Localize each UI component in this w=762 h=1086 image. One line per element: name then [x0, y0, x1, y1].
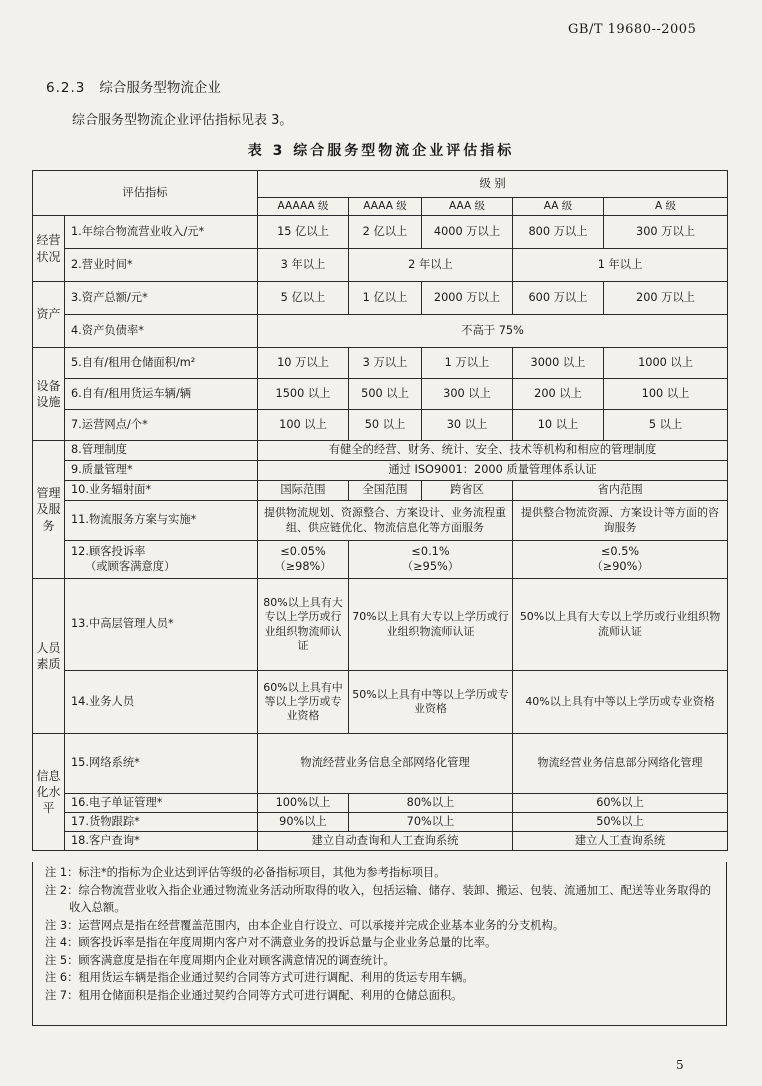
cell: 10 以上: [513, 410, 604, 441]
table-row: [33, 579, 728, 671]
cell: [513, 541, 728, 579]
category-facilities: 设备设施: [33, 348, 65, 441]
grade-a: A 级: [604, 198, 728, 216]
cell: 100%以上: [258, 794, 349, 813]
evaluation-table: [32, 170, 728, 851]
cell: 30 以上: [422, 410, 513, 441]
cell: 有健全的经营、财务、统计、安全、技术等机构和相应的管理制度: [258, 441, 728, 461]
category-operation: 经营状况: [33, 216, 65, 282]
note-4: 注 4：顾客投诉率是指在年度周期内客户对不满意业务的投诉总量与企业业务总量的比率。: [45, 936, 497, 949]
section-number: 6.2.3: [46, 80, 86, 96]
cell: 国际范围: [258, 481, 349, 501]
row-item-label: [65, 541, 258, 579]
note-1: 注 1：标注*的指标为企业达到评估等级的必备指标项目，其他为参考指标项目。: [45, 866, 446, 879]
table-row: [33, 671, 728, 734]
row-item-label: 9.质量管理*: [65, 461, 258, 481]
cell: 50%以上: [513, 813, 728, 832]
page-number: 5: [676, 1058, 684, 1072]
row-item-label: 10.业务辐射面*: [65, 481, 258, 501]
cell: 通过 ISO9001：2000 质量管理体系认证: [258, 461, 728, 481]
cell-line2: （≥95%）: [401, 559, 460, 573]
header-level: 级 别: [258, 171, 728, 198]
row-item-label: 4.资产负债率*: [65, 315, 258, 348]
cell: 10 万以上: [258, 348, 349, 379]
cell: 50%以上具有大专以上学历或行业组织物流师认证: [513, 579, 728, 671]
table-row: [33, 813, 728, 832]
cell-line1: ≤0.05%: [280, 544, 326, 558]
table-row: [33, 734, 728, 794]
cell: 300 以上: [422, 379, 513, 410]
grade-aaa: AAA 级: [422, 198, 513, 216]
table-row: [33, 282, 728, 315]
row-item-label: 3.资产总额/元*: [65, 282, 258, 315]
table-row: [33, 216, 728, 249]
row-item-label: 8.管理制度: [65, 441, 258, 461]
cell: 2000 万以上: [422, 282, 513, 315]
section-heading: [46, 76, 221, 96]
note-2: 注 2：综合物流营业收入指企业通过物流业务活动所取得的收入，包括运输、储存、装卸、搬运、包装、流通加工、配送等业务取得的收入总额。: [45, 883, 712, 914]
cell: 1000 以上: [604, 348, 728, 379]
cell: 跨省区: [422, 481, 513, 501]
note-3: 注 3：运营网点是指在经营覆盖范围内，由本企业自行设立、可以承接并完成企业基本业务的分支机构。: [45, 918, 565, 932]
cell-line1: ≤0.5%: [600, 544, 640, 558]
note-7: 注 7：租用仓储面积是指企业通过契约合同等方式可进行调配、利用的仓储总面积。: [45, 988, 463, 1002]
table-row: [33, 249, 728, 282]
cell: 80%以上具有大专以上学历或行业组织物流师认证: [258, 579, 349, 671]
cell: 300 万以上: [604, 216, 728, 249]
row-item-line2: （或顾客满意度）: [85, 559, 176, 573]
cell: 提供物流规划、资源整合、方案设计、业务流程重组、供应链优化、物流信息化等方面服务: [258, 501, 513, 541]
category-info: 信息化水平: [33, 734, 65, 851]
cell: 100 以上: [604, 379, 728, 410]
cell: 4000 万以上: [422, 216, 513, 249]
row-item-label: 5.自有/租用仓储面积/m²: [65, 348, 258, 379]
row-item-label: 1.年综合物流营业收入/元*: [65, 216, 258, 249]
table-header-row: [33, 171, 728, 198]
row-item-label: 11.物流服务方案与实施*: [65, 501, 258, 541]
grade-aa: AA 级: [513, 198, 604, 216]
cell: 全国范围: [349, 481, 422, 501]
row-item-label: 2.营业时间*: [65, 249, 258, 282]
table-row: [33, 348, 728, 379]
table-row: [33, 832, 728, 851]
row-item-label: 16.电子单证管理*: [65, 794, 258, 813]
cell: 50%以上具有中等以上学历或专业资格: [349, 671, 513, 734]
cell: 40%以上具有中等以上学历或专业资格: [513, 671, 728, 734]
category-assets: 资产: [33, 282, 65, 348]
cell: [258, 541, 349, 579]
cell: 60%以上: [513, 794, 728, 813]
table-row: [33, 461, 728, 481]
grade-aaaa: AAAA 级: [349, 198, 422, 216]
cell: 50 以上: [349, 410, 422, 441]
row-item-label: 6.自有/租用货运车辆/辆: [65, 379, 258, 410]
cell: 物流经营业务信息全部网络化管理: [258, 734, 513, 794]
cell: [349, 541, 513, 579]
cell: 100 以上: [258, 410, 349, 441]
table-notes: [32, 862, 727, 1026]
cell: 3 年以上: [258, 249, 349, 282]
cell: 80%以上: [349, 794, 513, 813]
category-personnel: 人员素质: [33, 579, 65, 734]
category-management: 管理及服务: [33, 441, 65, 579]
cell: 70%以上具有大专以上学历或行业组织物流师认证: [349, 579, 513, 671]
row-item-label: 15.网络系统*: [65, 734, 258, 794]
cell: 5 以上: [604, 410, 728, 441]
cell: 1500 以上: [258, 379, 349, 410]
cell: 1 亿以上: [349, 282, 422, 315]
table-row: [33, 794, 728, 813]
row-item-label: 17.货物跟踪*: [65, 813, 258, 832]
table-row: [33, 541, 728, 579]
cell-line1: ≤0.1%: [411, 544, 450, 558]
cell: 200 以上: [513, 379, 604, 410]
cell: 5 亿以上: [258, 282, 349, 315]
cell: 200 万以上: [604, 282, 728, 315]
table-row: [33, 410, 728, 441]
section-title: 综合服务型物流企业: [99, 80, 221, 96]
intro-paragraph: 综合服务型物流企业评估指标见表 3。: [72, 113, 293, 128]
row-item-label: 14.业务人员: [65, 671, 258, 734]
cell: 不高于 75%: [258, 315, 728, 348]
cell: 500 以上: [349, 379, 422, 410]
cell: 1 万以上: [422, 348, 513, 379]
table-row: [33, 481, 728, 501]
cell: 建立人工查询系统: [513, 832, 728, 851]
cell: 2 亿以上: [349, 216, 422, 249]
cell-line2: （≥90%）: [591, 559, 649, 573]
cell: 90%以上: [258, 813, 349, 832]
cell: 60%以上具有中等以上学历或专业资格: [258, 671, 349, 734]
note-6: 注 6：租用货运车辆是指企业通过契约合同等方式可进行调配、利用的货运专用车辆。: [45, 971, 474, 984]
cell-line2: （≥98%）: [274, 559, 332, 573]
cell: 3 万以上: [349, 348, 422, 379]
header-indicator: 评估指标: [33, 171, 258, 216]
cell: 800 万以上: [513, 216, 604, 249]
cell: 600 万以上: [513, 282, 604, 315]
row-item-label: 13.中高层管理人员*: [65, 579, 258, 671]
cell: 15 亿以上: [258, 216, 349, 249]
grade-aaaaa: AAAAA 级: [258, 198, 349, 216]
note-5: 注 5：顾客满意度是指在年度周期内企业对顾客满意情况的调查统计。: [45, 953, 395, 967]
table-title: 表 3 综合服务型物流企业评估指标: [247, 143, 515, 159]
standard-code: GB/T 19680--2005: [568, 22, 697, 37]
table-row: [33, 501, 728, 541]
table-row: [33, 379, 728, 410]
cell: 2 年以上: [349, 249, 513, 282]
cell: 物流经营业务信息部分网络化管理: [513, 734, 728, 794]
cell: 70%以上: [349, 813, 513, 832]
cell: 省内范围: [513, 481, 728, 501]
cell: 提供整合物流资源、方案设计等方面的咨询服务: [513, 501, 728, 541]
row-item-line1: 12.顾客投诉率: [71, 544, 146, 558]
table-row: [33, 441, 728, 461]
cell: 3000 以上: [513, 348, 604, 379]
row-item-label: 18.客户查询*: [65, 832, 258, 851]
table-row: [33, 315, 728, 348]
cell: 1 年以上: [513, 249, 728, 282]
row-item-label: 7.运营网点/个*: [65, 410, 258, 441]
cell: 建立自动查询和人工查询系统: [258, 832, 513, 851]
